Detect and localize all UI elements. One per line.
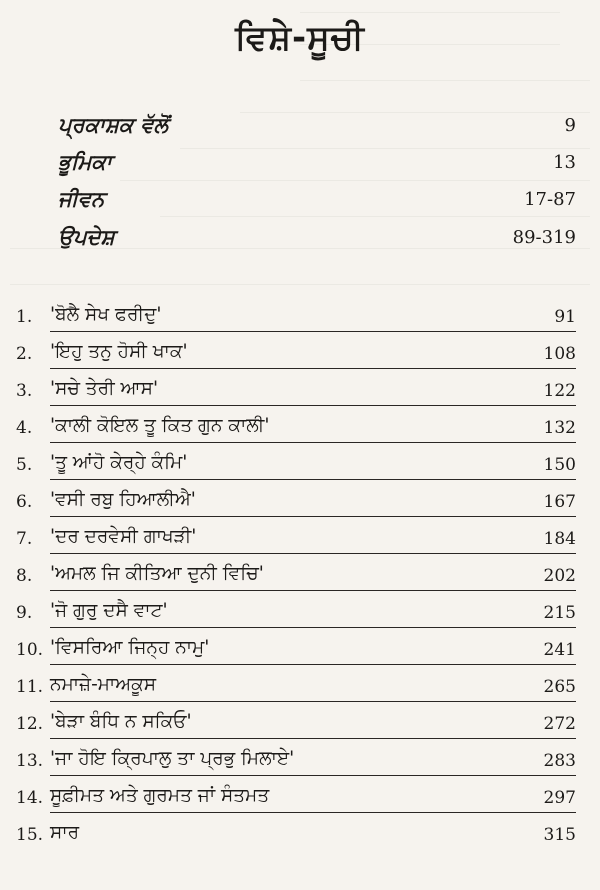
entry-page: 122 [543, 381, 576, 401]
front-matter-label: ਉਪਦੇਸ਼ [58, 225, 115, 249]
toc-entry[interactable] [16, 673, 576, 703]
entry-page: 184 [543, 529, 576, 549]
entry-number: 11. [16, 677, 44, 697]
entry-rule [50, 627, 576, 628]
entry-rule [50, 553, 576, 554]
front-matter-item[interactable] [58, 185, 576, 215]
entry-number: 8. [16, 566, 33, 586]
entry-title: 'ਕਾਲੀ ਕੋਇਲ ਤੂ ਕਿਤ ਗੁਨ ਕਾਲੀ' [50, 415, 270, 436]
front-matter-label: ਭੂਮਿਕਾ [58, 150, 112, 174]
toc-entry[interactable] [16, 525, 576, 555]
entry-number: 3. [16, 381, 33, 401]
entry-title: 'ਦਰ ਦਰਵੇਸੀ ਗਾਖੜੀ' [50, 526, 197, 547]
page-title: ਵਿਸ਼ੇ-ਸੂਚੀ [235, 18, 365, 58]
entry-rule [50, 405, 576, 406]
entry-title: 'ਸਚੇ ਤੇਰੀ ਆਸ' [50, 378, 159, 399]
entry-rule [50, 331, 576, 332]
entry-page: 315 [543, 825, 576, 845]
entry-title: 'ਅਮਲ ਜਿ ਕੀਤਿਆ ਦੁਨੀ ਵਿਚਿ' [50, 563, 264, 584]
entry-rule [50, 664, 576, 665]
entry-number: 10. [16, 640, 44, 660]
entry-title: 'ਵਸੀ ਰਬੁ ਹਿਆਲੀਐ' [50, 489, 196, 510]
toc-entry[interactable] [16, 821, 576, 851]
entry-page: 132 [543, 418, 576, 438]
toc-entry[interactable] [16, 488, 576, 518]
entry-rule [50, 368, 576, 369]
entry-number: 2. [16, 344, 33, 364]
front-matter-page: 9 [564, 115, 576, 136]
front-matter-item[interactable] [58, 223, 576, 253]
entry-title: 'ਵਿਸਰਿਆ ਜਿਨ੍ਹ ਨਾਮੁ' [50, 637, 210, 658]
entry-rule [50, 775, 576, 776]
entry-page: 272 [543, 714, 576, 734]
entry-rule [50, 442, 576, 443]
front-matter-page: 89-319 [512, 227, 576, 248]
entry-rule [50, 701, 576, 702]
entry-rule [50, 479, 576, 480]
toc-entry[interactable] [16, 340, 576, 370]
front-matter-item[interactable] [58, 111, 576, 141]
toc-entry[interactable] [16, 784, 576, 814]
front-matter-page: 13 [553, 152, 576, 173]
entry-title: ਸਾਰ [50, 822, 80, 843]
entry-rule [50, 590, 576, 591]
front-matter-page: 17-87 [524, 189, 576, 210]
front-matter-item[interactable] [58, 148, 576, 178]
entry-page: 167 [543, 492, 576, 512]
entry-page: 215 [543, 603, 576, 623]
toc-entry[interactable] [16, 562, 576, 592]
entry-number: 13. [16, 751, 44, 771]
entry-title: 'ਬੋਲੈ ਸੇਖ ਫਰੀਦੁ' [50, 304, 162, 325]
entry-number: 5. [16, 455, 33, 475]
entry-page: 283 [543, 751, 576, 771]
toc-entry[interactable] [16, 599, 576, 629]
entry-title: 'ਜਾ ਹੋਇ ਕ੍ਰਿਪਾਲੁ ਤਾ ਪ੍ਰਭੁ ਮਿਲਾਏ' [50, 748, 295, 769]
toc-entry[interactable] [16, 710, 576, 740]
front-matter-label: ਜੀਵਨ [58, 187, 105, 211]
entry-number: 14. [16, 788, 44, 808]
front-matter-label: ਪ੍ਰਕਾਸ਼ਕ ਵੱਲੋਂ [58, 113, 168, 137]
entry-title: 'ਜੋ ਗੁਰੁ ਦਸੈ ਵਾਟ' [50, 600, 168, 621]
entry-number: 4. [16, 418, 33, 438]
toc-entry[interactable] [16, 377, 576, 407]
entry-number: 6. [16, 492, 33, 512]
entry-page: 241 [543, 640, 576, 660]
toc-entry[interactable] [16, 414, 576, 444]
entry-page: 265 [543, 677, 576, 697]
entry-title: ਸੂਫ਼ੀਮਤ ਅਤੇ ਗੁਰਮਤ ਜਾਂ ਸੰਤਮਤ [50, 785, 270, 806]
entry-page: 150 [543, 455, 576, 475]
entry-title: ਨਮਾਜ਼ੇ-ਮਾਅਕੂਸ [50, 674, 157, 695]
toc-entry[interactable] [16, 747, 576, 777]
entry-page: 108 [543, 344, 576, 364]
entry-page: 297 [543, 788, 576, 808]
toc-entry[interactable] [16, 451, 576, 481]
entry-number: 7. [16, 529, 33, 549]
entry-page: 91 [554, 307, 576, 327]
toc-entry[interactable] [16, 303, 576, 333]
entry-number: 12. [16, 714, 44, 734]
entry-page: 202 [543, 566, 576, 586]
toc-entry[interactable] [16, 636, 576, 666]
entry-rule [50, 516, 576, 517]
entry-number: 15. [16, 825, 44, 845]
entry-rule [50, 812, 576, 813]
entry-rule [50, 738, 576, 739]
entry-number: 1. [16, 307, 33, 327]
entry-number: 9. [16, 603, 33, 623]
entry-title: 'ਤੂ ਆਂਹੋ ਕੇਰ੍ਹੇ ਕੰਮਿ' [50, 452, 188, 473]
entry-title: 'ਇਹੁ ਤਨੁ ਹੋਸੀ ਖਾਕ' [50, 341, 188, 362]
entry-title: 'ਬੇੜਾ ਬੰਧਿ ਨ ਸਕਿਓ' [50, 711, 192, 732]
